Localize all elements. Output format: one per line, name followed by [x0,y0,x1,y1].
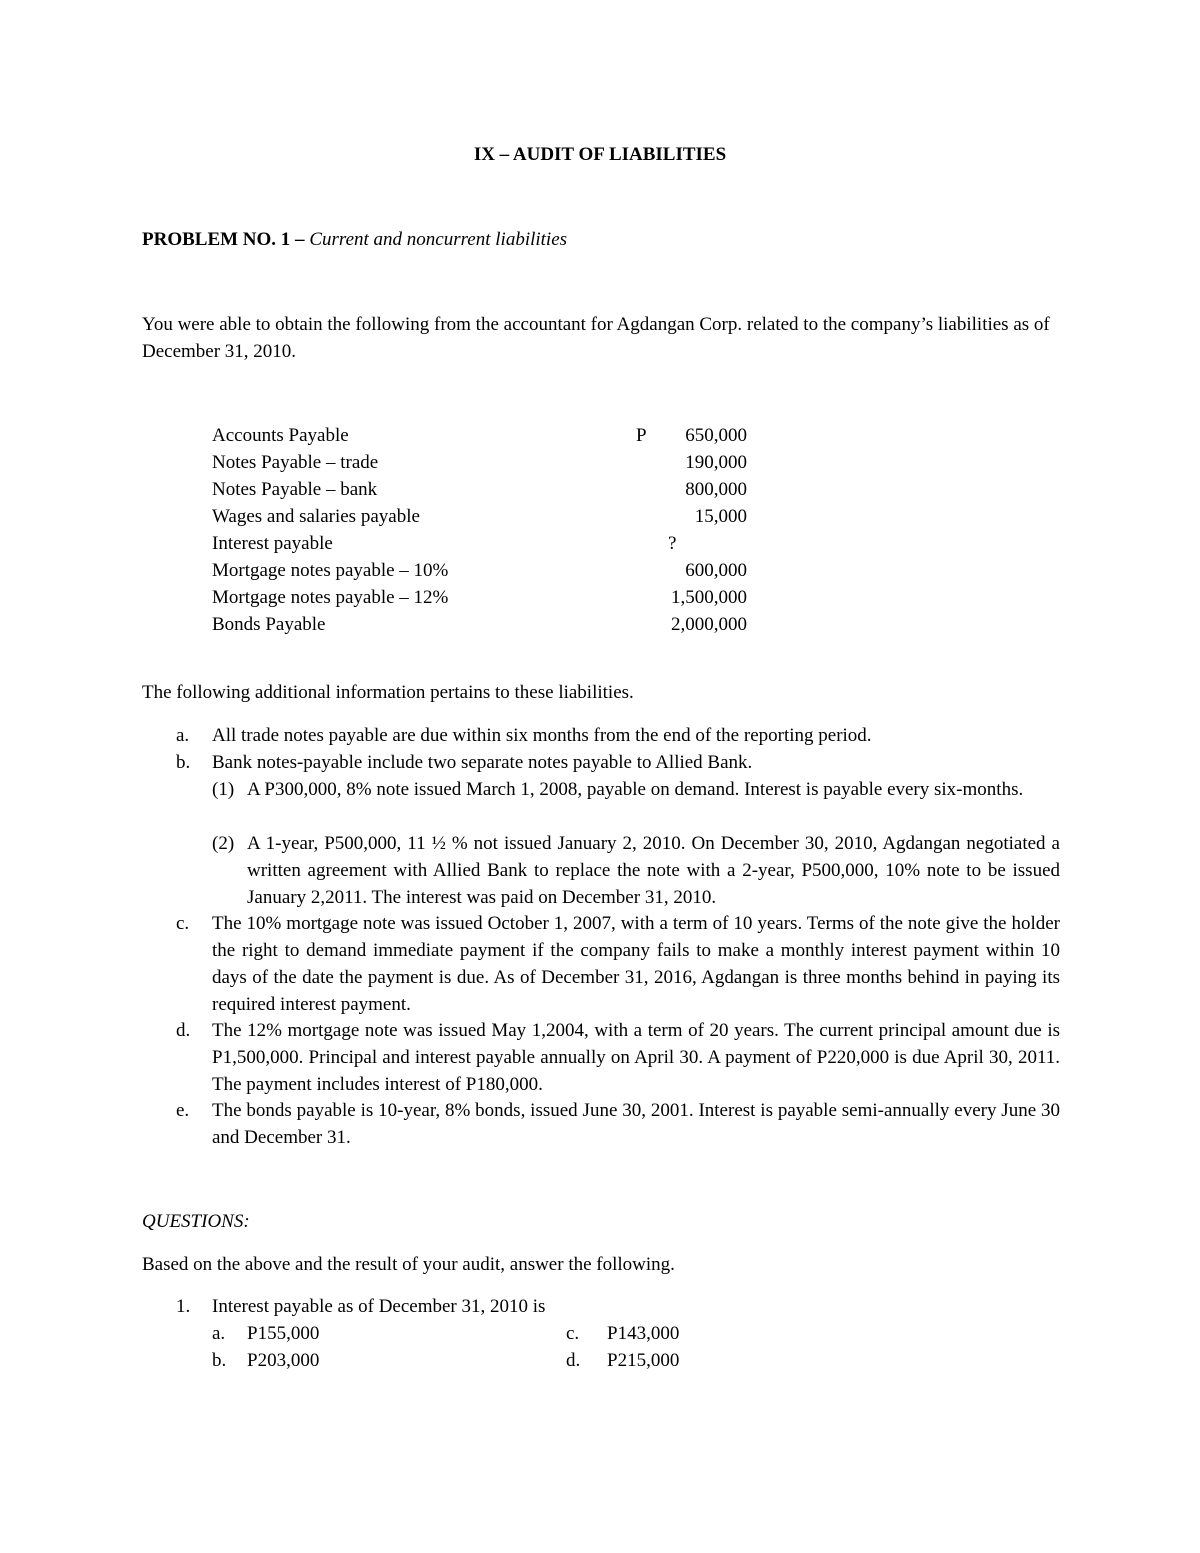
choice-text: P203,000 [247,1350,320,1371]
item-text: Bank notes-payable include two separate notes payable to Allied Bank. [212,752,753,773]
liability-amount: 1,500,000 [671,587,747,608]
answer-choice[interactable] [566,1320,766,1347]
liability-label: Notes Payable – trade [212,452,379,473]
additional-info-intro: The following additional information pertains to these liabilities. [142,682,634,703]
item-text: The 12% mortgage note was issued May 1,2004, with a term of 20 years. The current principal amount due is P1,500,000. Principal and interest payable annually on April 30. A payment of P220,000 is due April 30, 2011. The payment includes interest of P180,000. [212,1020,1060,1095]
choice-text: P215,000 [607,1350,680,1371]
liability-label: Mortgage notes payable – 12% [212,587,449,608]
problem-label: PROBLEM NO. 1 – [142,229,305,250]
currency-symbol: P [636,425,647,446]
info-item [142,1017,1060,1098]
liability-label: Mortgage notes payable – 10% [212,560,449,581]
document-title: IX – AUDIT OF LIABILITIES [473,144,727,165]
liability-amount: 650,000 [685,425,747,446]
question-1 [142,1293,1060,1320]
info-subitem [212,830,1060,911]
liability-row [212,449,747,476]
item-marker: a. [176,725,190,746]
liability-row [212,422,747,449]
liability-amount: 15,000 [694,506,747,527]
info-item [142,749,1060,776]
liability-label: Wages and salaries payable [212,506,420,527]
liability-label: Bonds Payable [212,614,326,635]
item-marker: c. [176,913,190,934]
liability-amount: ? [668,533,677,554]
liability-amount: 190,000 [685,452,747,473]
info-item [142,1097,1060,1151]
liability-row [212,530,747,557]
choice-marker: c. [566,1323,580,1344]
item-marker: (1) [212,779,235,800]
item-marker: (2) [212,833,235,854]
liability-label: Notes Payable – bank [212,479,378,500]
item-marker: b. [176,752,191,773]
item-marker: d. [176,1020,191,1041]
answer-choice[interactable] [212,1347,412,1374]
choice-marker: d. [566,1350,581,1371]
questions-heading: QUESTIONS: [142,1211,250,1232]
choice-text: P155,000 [247,1323,320,1344]
item-text: A P300,000, 8% note issued March 1, 2008, payable on demand. Interest is payable every six-months. [247,779,1024,800]
liability-amount: 800,000 [685,479,747,500]
liability-amount: 2,000,000 [671,614,747,635]
choice-text: P143,000 [607,1323,680,1344]
item-text: A 1-year, P500,000, 11 ½ % not issued January 2, 2010. On December 30, 2010, Agdangan negotiated a written agreement with Allied Bank to replace the note with a 2-year, P500,000, 10% note to be issued January 2,2011. The interest was paid on December 31, 2010. [247,833,1060,908]
liability-row [212,476,747,503]
choice-marker: b. [212,1350,227,1371]
item-text: All trade notes payable are due within six months from the end of the reporting period. [212,725,872,746]
item-text: The 10% mortgage note was issued October 1, 2007, with a term of 10 years. Terms of the note give the holder the right to demand immediate payment if the company fails to make a monthly interest payment within 10 days of the date the payment is due. As of December 31, 2016, Agdangan is three months behind in paying its required interest payment. [212,913,1060,1015]
item-text: The bonds payable is 10-year, 8% bonds, issued June 30, 2001. Interest is payable semi-annually every June 30 and December 31. [212,1100,1060,1148]
liability-row [212,557,747,584]
liability-label: Accounts Payable [212,425,349,446]
problem-heading [142,226,567,253]
answer-choice[interactable] [212,1320,412,1347]
intro-paragraph: You were able to obtain the following from the accountant for Agdangan Corp. related to the company’s liabilities as of December 31, 2010. [142,314,1050,362]
liability-label: Interest payable [212,533,333,554]
item-marker: e. [176,1100,190,1121]
answer-choice[interactable] [566,1347,766,1374]
questions-intro: Based on the above and the result of your audit, answer the following. [142,1254,675,1275]
liability-row [212,611,747,638]
question-text: Interest payable as of December 31, 2010 is [212,1296,546,1317]
liability-row [212,503,747,530]
liability-row [212,584,747,611]
info-subitem [212,776,1060,803]
problem-topic: Current and noncurrent liabilities [309,229,568,250]
choice-marker: a. [212,1323,226,1344]
question-number: 1. [176,1296,191,1317]
info-item [142,910,1060,1018]
liability-amount: 600,000 [685,560,747,581]
info-item [142,722,1060,749]
